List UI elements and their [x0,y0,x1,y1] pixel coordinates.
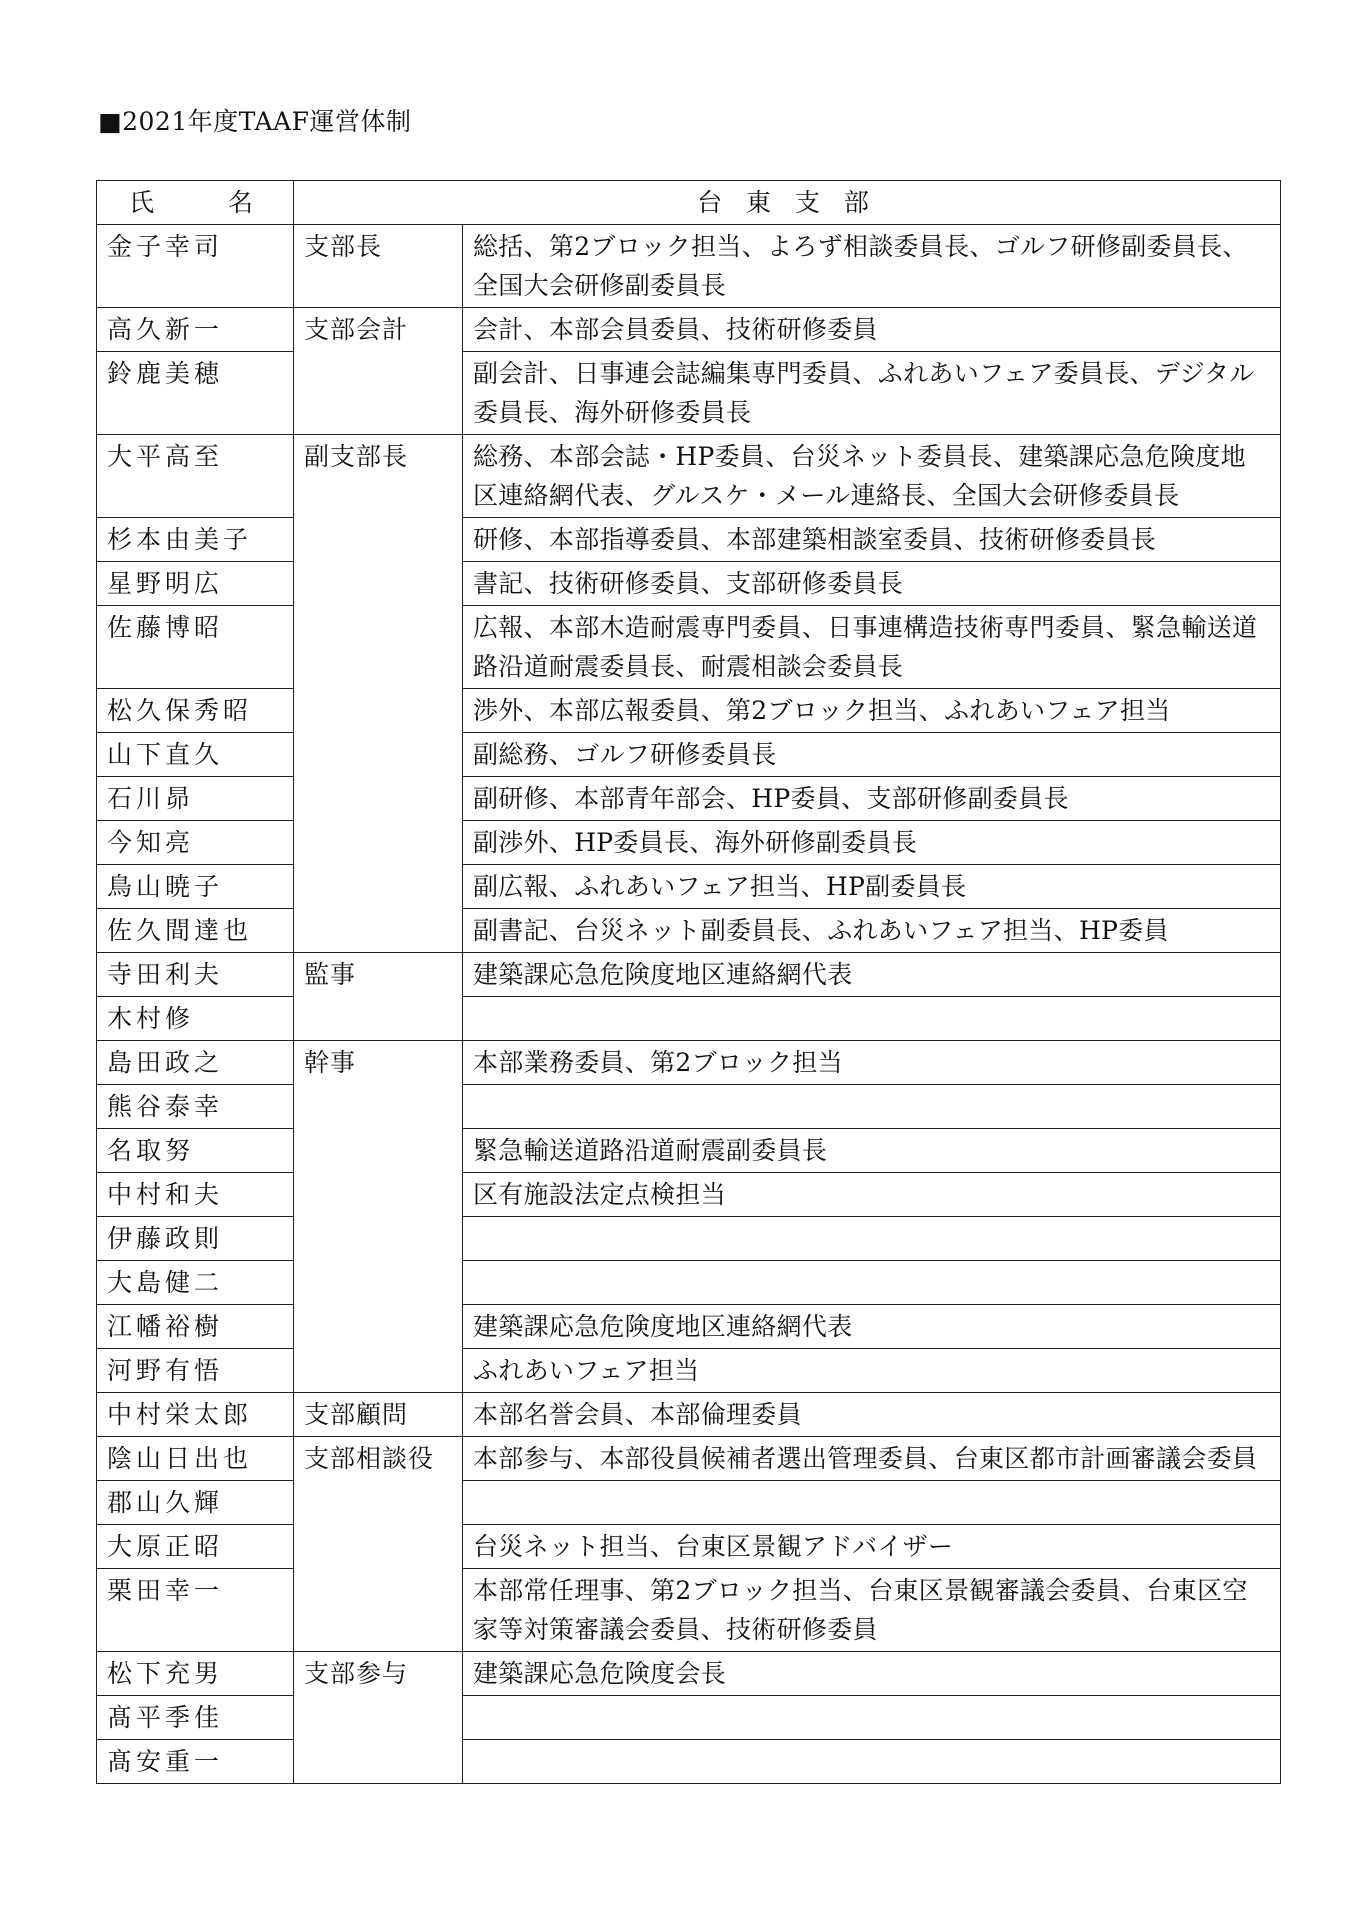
table-row [97,1173,1281,1217]
member-duty [463,1085,1281,1129]
table-row [97,865,1281,909]
header-name: 氏 名 [97,181,294,225]
member-duty [463,1481,1281,1525]
member-duty: 副書記、台災ネット副委員長、ふれあいフェア担当、HP委員 [463,909,1281,953]
member-name: 松下充男 [97,1652,294,1696]
member-name: 大島健二 [97,1261,294,1305]
table-row [97,352,1281,435]
member-duty: 建築課応急危険度地区連絡網代表 [463,1305,1281,1349]
member-duty: 総括、第2ブロック担当、よろず相談委員長、ゴルフ研修副委員長、全国大会研修副委員長 [463,225,1281,308]
table-row [97,953,1281,997]
member-role: 支部参与 [294,1652,463,1784]
member-name: 山下直久 [97,733,294,777]
member-name: 今知亮 [97,821,294,865]
member-role: 支部会計 [294,308,463,435]
table-row [97,1085,1281,1129]
table-row [97,518,1281,562]
member-name: 杉本由美子 [97,518,294,562]
member-duty: 書記、技術研修委員、支部研修委員長 [463,562,1281,606]
table-header-row [97,181,1281,225]
table-row [97,562,1281,606]
member-duty: ふれあいフェア担当 [463,1349,1281,1393]
member-duty: 台災ネット担当、台東区景観アドバイザー [463,1525,1281,1569]
table-row [97,997,1281,1041]
member-name: 木村修 [97,997,294,1041]
member-duty: 本部名誉会員、本部倫理委員 [463,1393,1281,1437]
member-duty [463,1696,1281,1740]
member-name: 高久新一 [97,308,294,352]
member-name: 中村和夫 [97,1173,294,1217]
table-row [97,909,1281,953]
table-row [97,1569,1281,1652]
member-duty: 建築課応急危険度地区連絡網代表 [463,953,1281,997]
member-name: 髙安重一 [97,1740,294,1784]
member-name: 鳥山暁子 [97,865,294,909]
roster-body [97,225,1281,1784]
member-duty [463,997,1281,1041]
member-name: 江幡裕樹 [97,1305,294,1349]
table-row [97,1393,1281,1437]
member-role: 支部顧問 [294,1393,463,1437]
member-duty: 副広報、ふれあいフェア担当、HP副委員長 [463,865,1281,909]
member-duty: 研修、本部指導委員、本部建築相談室委員、技術研修委員長 [463,518,1281,562]
member-name: 郡山久輝 [97,1481,294,1525]
member-name: 伊藤政則 [97,1217,294,1261]
table-row [97,1305,1281,1349]
member-duty [463,1740,1281,1784]
table-row [97,1261,1281,1305]
table-row [97,1349,1281,1393]
member-duty: 建築課応急危険度会長 [463,1652,1281,1696]
table-row [97,225,1281,308]
member-duty: 広報、本部木造耐震専門委員、日事連構造技術専門委員、緊急輸送道路沿道耐震委員長、耐震相談会委員長 [463,606,1281,689]
table-row [97,1437,1281,1481]
member-duty: 本部業務委員、第2ブロック担当 [463,1041,1281,1085]
table-row [97,689,1281,733]
member-duty: 本部参与、本部役員候補者選出管理委員、台東区都市計画審議会委員 [463,1437,1281,1481]
member-name: 石川昴 [97,777,294,821]
member-duty: 副研修、本部青年部会、HP委員、支部研修副委員長 [463,777,1281,821]
table-row [97,1041,1281,1085]
member-name: 中村栄太郎 [97,1393,294,1437]
table-row [97,606,1281,689]
member-role: 監事 [294,953,463,1041]
table-row [97,1217,1281,1261]
member-name: 大原正昭 [97,1525,294,1569]
table-row [97,1129,1281,1173]
table-row [97,1525,1281,1569]
table-row [97,1740,1281,1784]
table-row [97,1652,1281,1696]
member-role: 幹事 [294,1041,463,1393]
member-duty: 緊急輸送道路沿道耐震副委員長 [463,1129,1281,1173]
member-name: 陰山日出也 [97,1437,294,1481]
member-duty: 副総務、ゴルフ研修委員長 [463,733,1281,777]
member-duty [463,1261,1281,1305]
member-duty: 会計、本部会員委員、技術研修委員 [463,308,1281,352]
member-duty: 本部常任理事、第2ブロック担当、台東区景観審議会委員、台東区空家等対策審議会委員、技術研修委員 [463,1569,1281,1652]
table-row [97,435,1281,518]
member-duty [463,1217,1281,1261]
table-row [97,777,1281,821]
member-role: 支部長 [294,225,463,308]
member-name: 金子幸司 [97,225,294,308]
table-row [97,733,1281,777]
member-name: 髙平季佳 [97,1696,294,1740]
table-row [97,1481,1281,1525]
member-name: 島田政之 [97,1041,294,1085]
member-name: 佐久間達也 [97,909,294,953]
member-name: 名取努 [97,1129,294,1173]
table-row [97,821,1281,865]
member-role: 副支部長 [294,435,463,953]
member-name: 河野有悟 [97,1349,294,1393]
member-name: 大平高至 [97,435,294,518]
member-duty: 渉外、本部広報委員、第2ブロック担当、ふれあいフェア担当 [463,689,1281,733]
member-duty: 区有施設法定点検担当 [463,1173,1281,1217]
member-name: 栗田幸一 [97,1569,294,1652]
member-role: 支部相談役 [294,1437,463,1652]
header-branch: 台 東 支 部 [294,181,1281,225]
member-duty: 副会計、日事連会誌編集専門委員、ふれあいフェア委員長、デジタル委員長、海外研修委員長 [463,352,1281,435]
member-duty: 総務、本部会誌・HP委員、台災ネット委員長、建築課応急危険度地区連絡網代表、グルスケ・メール連絡長、全国大会研修委員長 [463,435,1281,518]
member-name: 佐藤博昭 [97,606,294,689]
member-name: 寺田利夫 [97,953,294,997]
roster-table [96,180,1281,1784]
member-duty: 副渉外、HP委員長、海外研修副委員長 [463,821,1281,865]
table-row [97,308,1281,352]
table-row [97,1696,1281,1740]
member-name: 松久保秀昭 [97,689,294,733]
member-name: 熊谷泰幸 [97,1085,294,1129]
member-name: 鈴鹿美穂 [97,352,294,435]
member-name: 星野明広 [97,562,294,606]
document-title: ■2021年度TAAF運営体制 [98,107,412,136]
